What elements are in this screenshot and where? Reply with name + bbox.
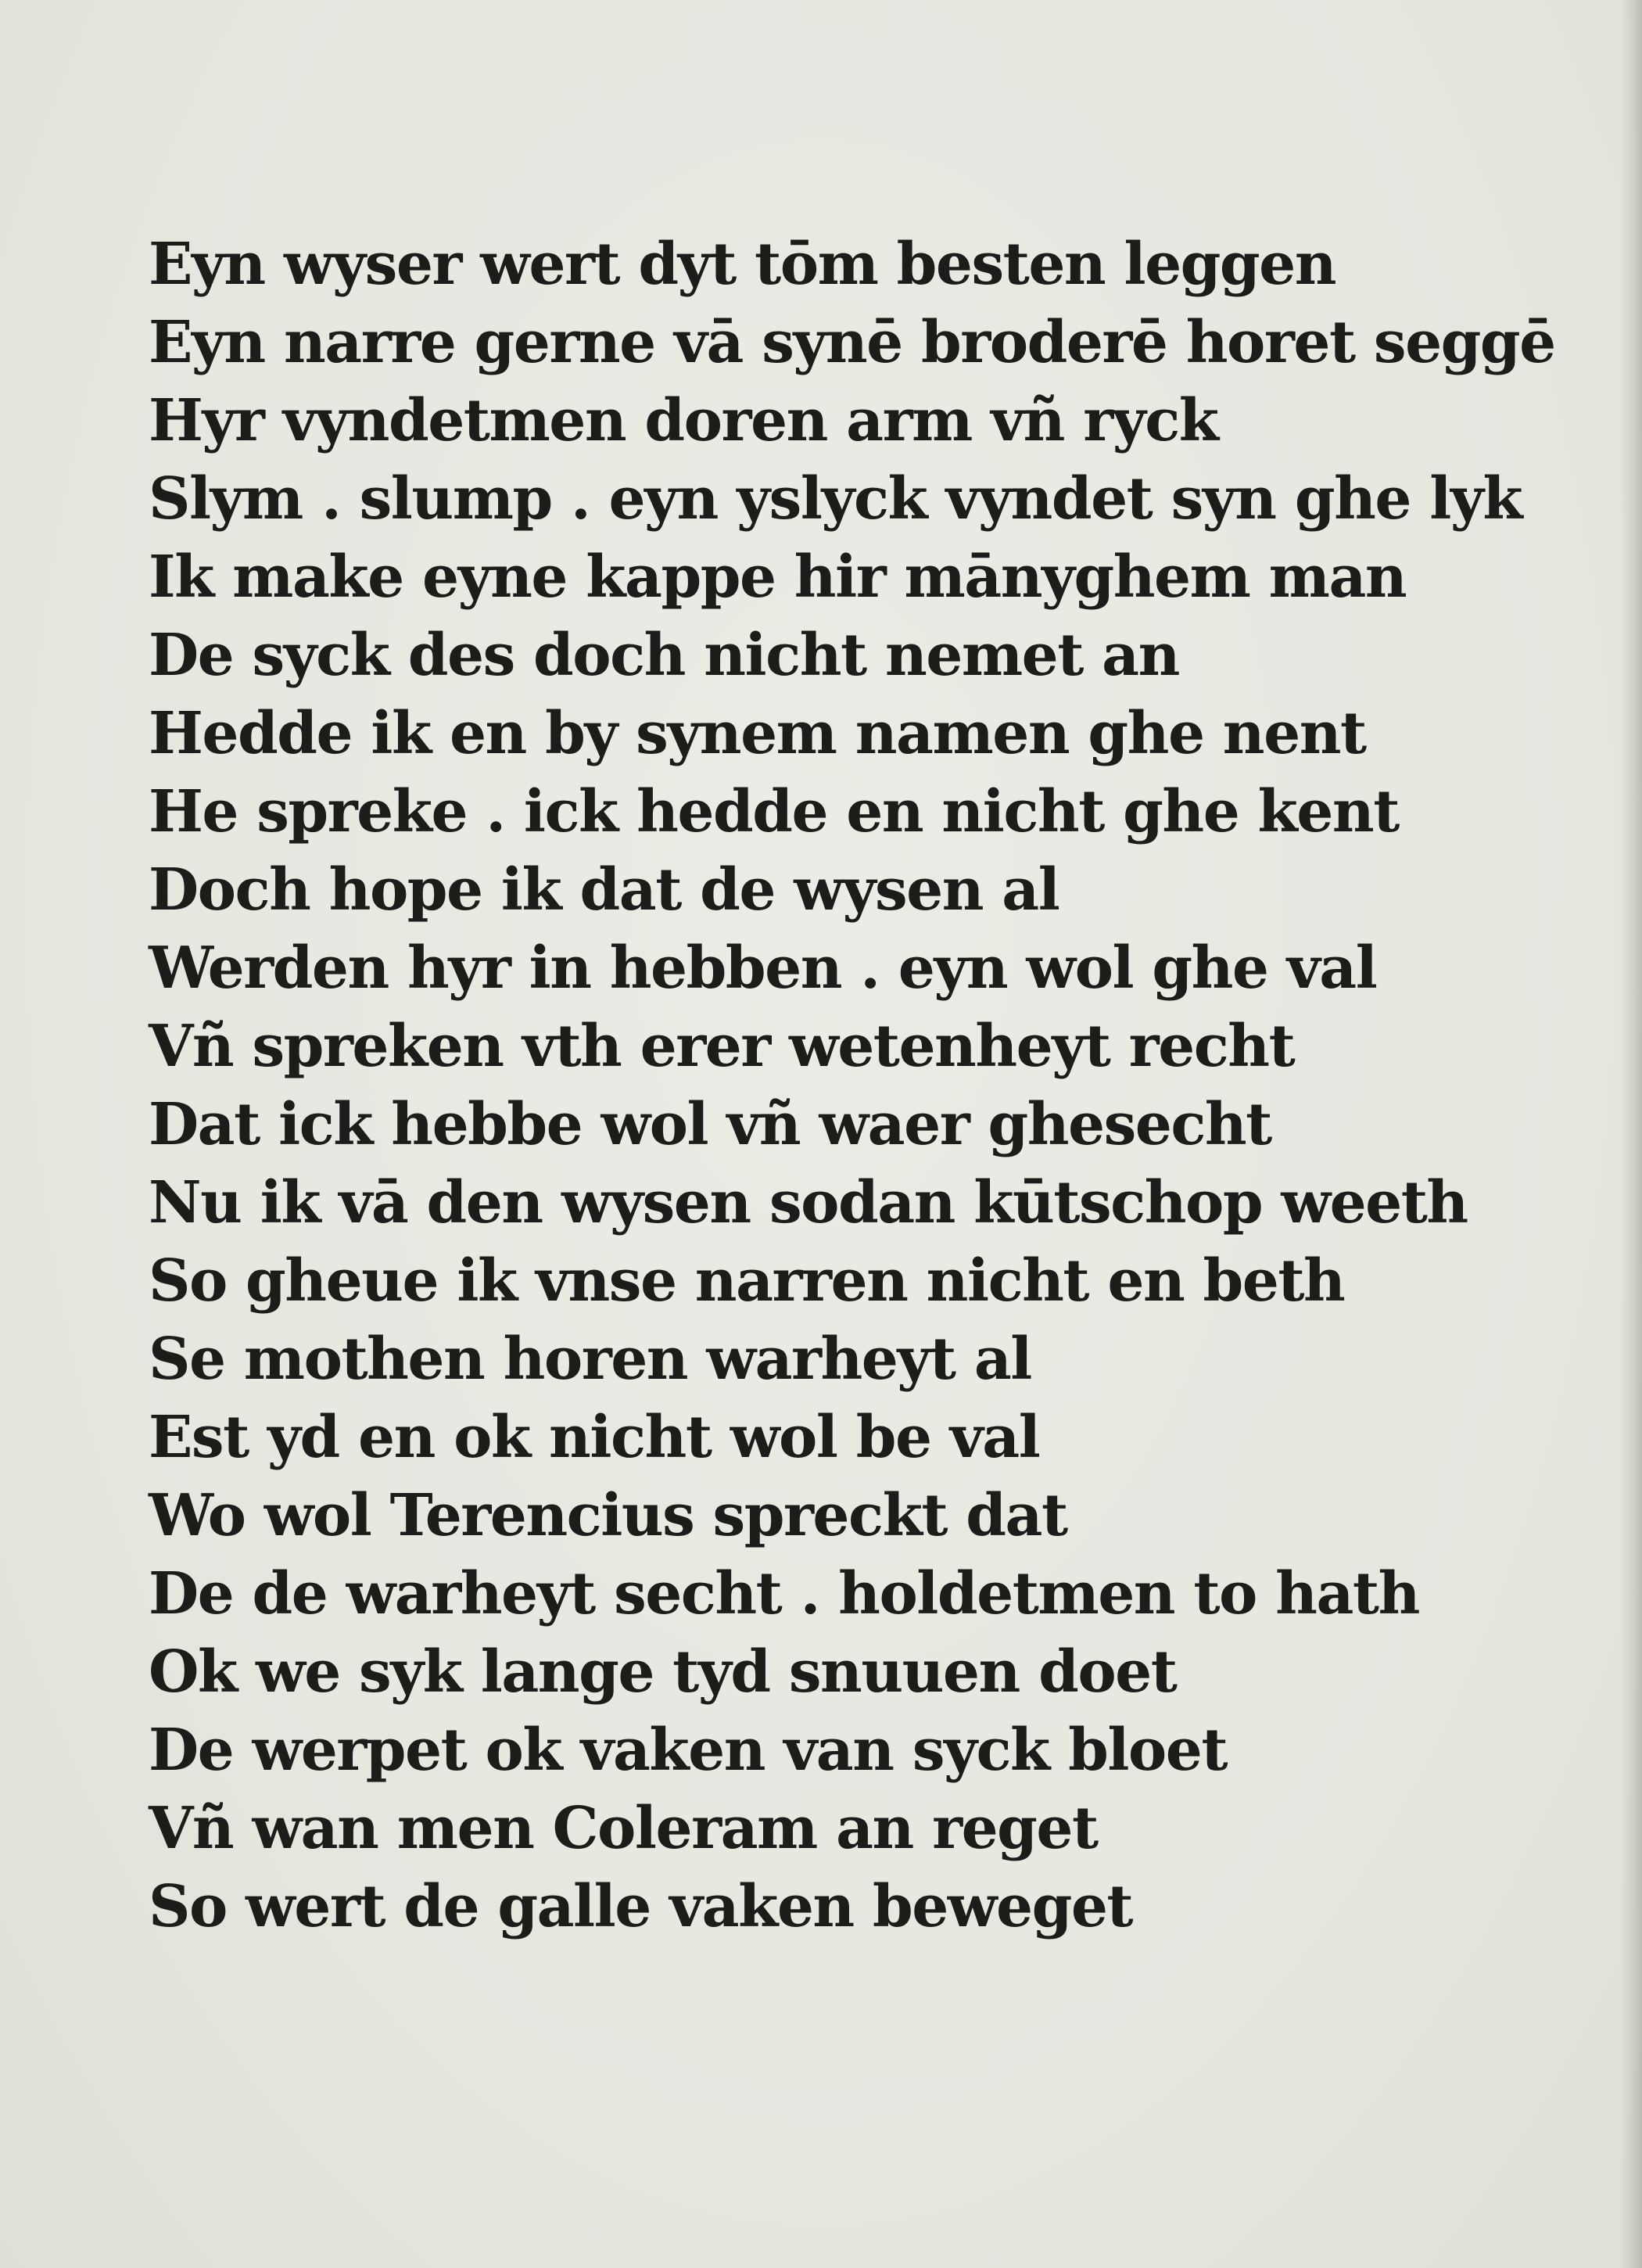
poem-line: Wo wol Terencius spreckt dat	[149, 1482, 1067, 1549]
page-edge-shadow	[1620, 0, 1642, 2268]
poem-line: Eyn wyser wert dyt tōm besten leggen	[149, 231, 1336, 298]
poem-line: Werden hyr in hebben . eyn wol ghe val	[149, 935, 1377, 1002]
poem-line: So wert de galle vaken beweget	[149, 1873, 1133, 1940]
poem-line: Hyr vyndetmen doren arm vñ ryck	[149, 387, 1218, 454]
poem-text-block	[149, 225, 1555, 1946]
poem-line: Dat ick hebbe wol vñ waer ghesecht	[149, 1091, 1271, 1158]
poem-line: Se mothen horen warheyt al	[149, 1326, 1031, 1393]
poem-line: Vñ wan men Coleram an reget	[149, 1795, 1098, 1862]
poem-line: Doch hope ik dat de wysen al	[149, 856, 1059, 924]
poem-line: Vñ spreken vth erer wetenheyt recht	[149, 1013, 1295, 1080]
poem-line: Est yd en ok nicht wol be val	[149, 1404, 1040, 1471]
poem-line: De syck des doch nicht nemet an	[149, 622, 1179, 689]
poem-line: Eyn narre gerne vā synē broderē horet seggē	[149, 309, 1555, 376]
poem-line: De de warheyt secht . holdetmen to hath	[149, 1560, 1419, 1627]
poem-line: Slym . slump . eyn yslyck vyndet syn ghe lyk	[149, 465, 1522, 533]
poem-line: Hedde ik en by synem namen ghe nent	[149, 700, 1366, 767]
poem-line: Ok we syk lange tyd snuuen doet	[149, 1638, 1177, 1706]
poem-line: Nu ik vā den wysen sodan kūtschop weeth	[149, 1169, 1468, 1236]
poem-line: Ik make eyne kappe hir mānyghem man	[149, 544, 1407, 611]
poem-line: He spreke . ick hedde en nicht ghe kent	[149, 778, 1399, 845]
poem-line: De werpet ok vaken van syck bloet	[149, 1717, 1228, 1784]
poem-line: So gheue ik vnse narren nicht en beth	[149, 1247, 1345, 1315]
